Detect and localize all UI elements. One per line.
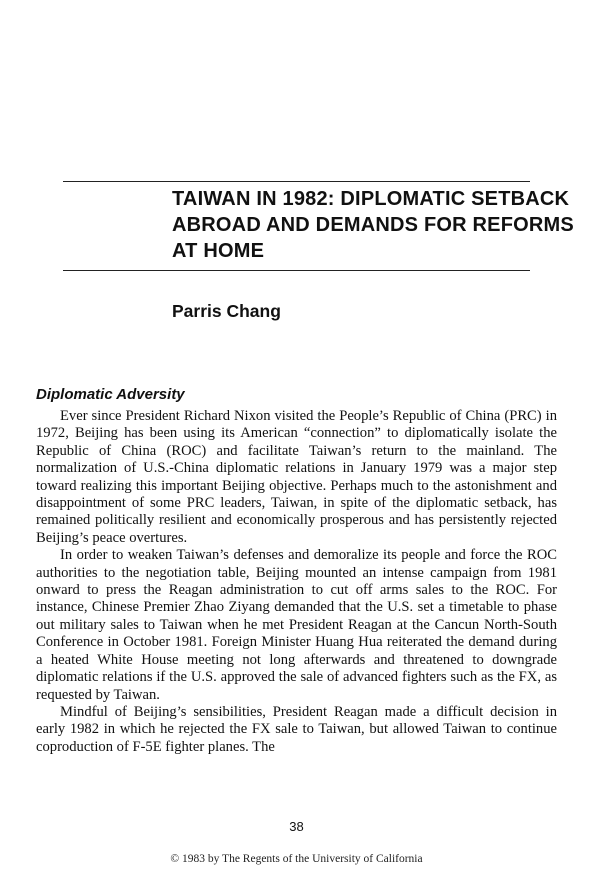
author-name: Parris Chang xyxy=(172,301,281,321)
title-line-1: TAIWAN IN 1982: DIPLOMATIC SETBACK xyxy=(172,188,570,210)
article-title xyxy=(172,186,574,264)
section-heading: Diplomatic Adversity xyxy=(36,386,185,403)
page-number: 38 xyxy=(289,819,304,834)
paragraph-3: Mindful of Beijing’s sensibilities, President Reagan made a difficult decision in early 1982 in which he rejected the FX sale to Taiwan, but allowed Taiwan to continue coproduction of F-5E fighter planes. The xyxy=(36,703,557,755)
copyright-notice: © 1983 by The Regents of the University of California xyxy=(170,853,423,865)
bottom-rule xyxy=(63,270,530,271)
title-line-2: ABROAD AND DEMANDS FOR REFORMS xyxy=(172,214,574,236)
title-line-3: AT HOME xyxy=(172,240,265,262)
article-body xyxy=(36,408,557,756)
paragraph-2: In order to weaken Taiwan’s defenses and demoralize its people and force the ROC authorities to the negotiation table, Beijing mounted an intense campaign from 1981 onward to press the Reagan administration to cut off arms sales to the ROC. For instance, Chinese Premier Zhao Ziyang demanded that the U.S. set a timetable to phase out military sales to Taiwan when he met President Reagan at the Cancun North-South Conference in October 1981. Foreign Minister Huang Hua reiterated the demand during a heated White House meeting not long afterwards and threatened to downgrade diplomatic relations if the U.S. approved the sale of advanced fighters such as the FX, as requested by Taiwan. xyxy=(36,547,557,703)
top-rule xyxy=(63,181,530,182)
paragraph-1: Ever since President Richard Nixon visited the People’s Republic of China (PRC) in 1972, Beijing has been using its American “connection” to diplomatically isolate the Republic of China (ROC) and facilitate Taiwan’s return to the mainland. The normalization of U.S.-China diplomatic relations in January 1979 was a major step toward realizing this important Beijing objective. Perhaps much to the astonishment and disappointment of some PRC leaders, Taiwan, in spite of the diplomatic setback, has remained politically resilient and economically prosperous and has persistently rejected Beijing’s peace overtures. xyxy=(36,408,557,546)
